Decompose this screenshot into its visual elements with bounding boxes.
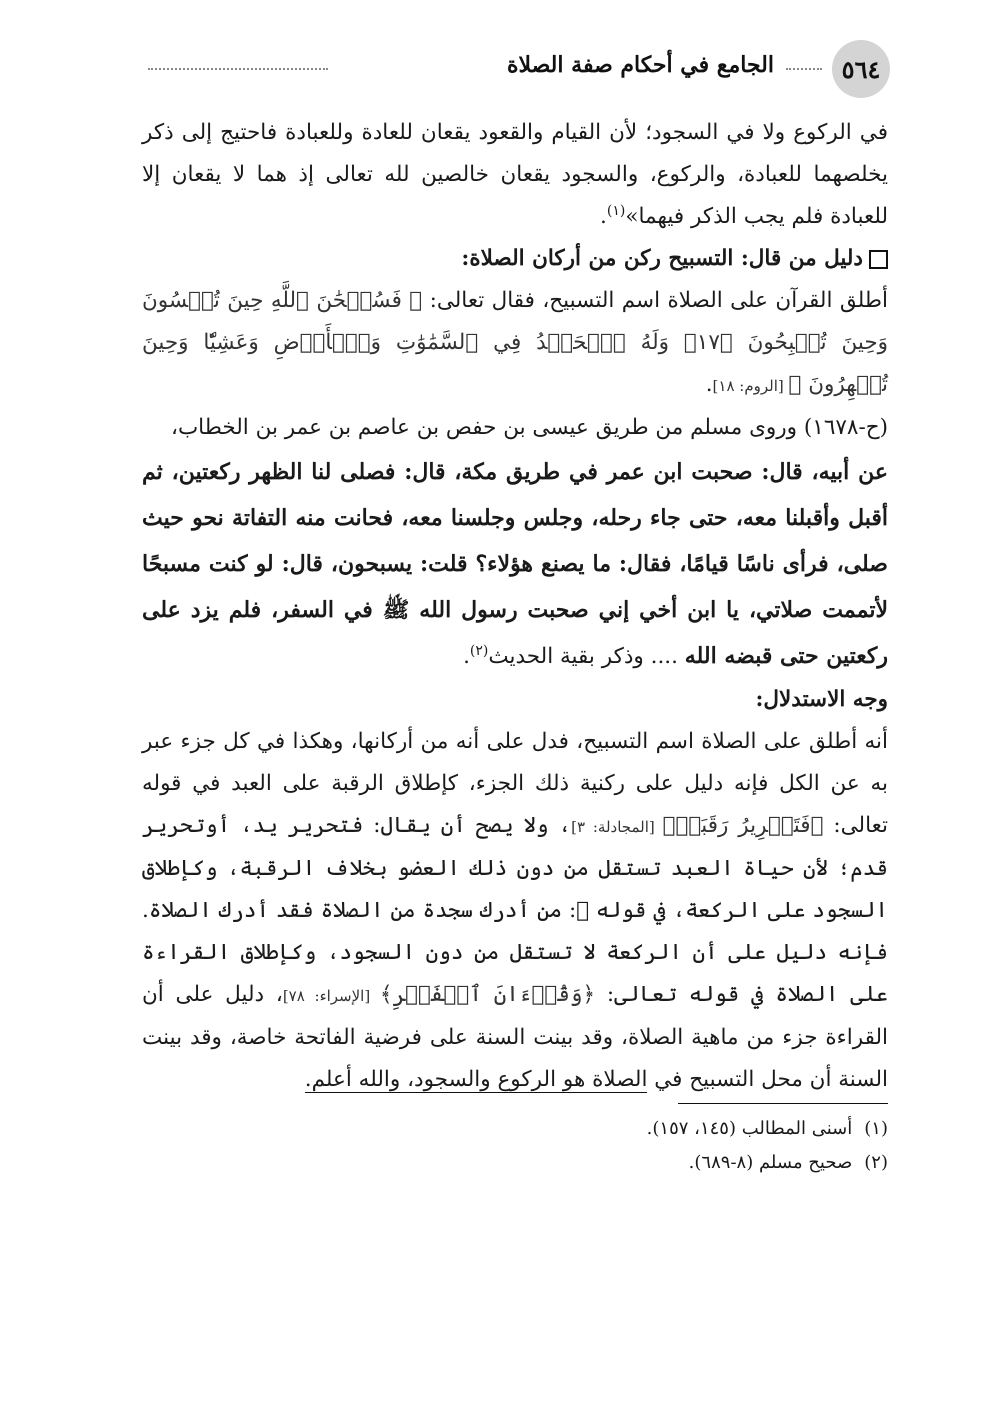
quran-verse-2: ﴿فَتَحۡرِيرُ رَقَبَةٖ﴾ xyxy=(662,813,824,838)
paragraph-continuation: في الركوع ولا في السجود؛ لأن القيام والقعود يقعان للعادة وللعبادة فاحتيج إلى ذكر يخلصهما للعبادة، والركوع، والسجود يقعان خالصين لله تعالى إذ هما لا يقعان إلا للعبادة فلم يجب الذكر فيهما»$^{(١)}$. xyxy=(142,120,888,229)
verse-reference-3: [الإسراء: ٧٨] xyxy=(282,987,380,1005)
page-number: ٥٦٤ xyxy=(841,54,881,84)
footnote-1: (١)أسنى المطالب (١٤٥، ١٥٧). xyxy=(646,1118,888,1139)
hadith-bold-text: عن أبيه، قال: صحبت ابن عمر في طريق مكة، قال: فصلى لنا الظهر ركعتين، ثم أقبل وأقبلنا معه، حتى جاء رحله، وجلس وجلسنا معه، فحانت منه التفاتة نحو حيث صلى، فرأى ناسًا قيامًا، فقال: ما يصنع هؤلاء؟ قلت: يسبحون، قال: لو كنت مسبحًا لأتممت صلاتي، يا ابن أخي إني صحبت رسول الله ﷺ في السفر، فلم يزد على ركعتين حتى قبضه الله xyxy=(142,459,888,669)
quran-verse: ﴿ فَسُبۡحَٰنَ ٱللَّهِ حِينَ تُمۡسُونَ وَحِينَ تُصۡبِحُونَ ﴿١٧﴾ وَلَهُ ٱلۡحَمۡدُ فِي ٱلسَّمَٰوَٰتِ وَٱلۡأَرۡضِ وَعَشِيّٗا وَحِينَ تُظۡهِرُونَ ﴾ xyxy=(142,288,888,397)
hadith-text: عن أبيه، قال: صحبت ابن عمر في طريق مكة، قال: فصلى لنا الظهر ركعتين، ثم أقبل وأقبلنا معه، حتى جاء رحله، وجلس وجلسنا معه، فحانت منه التفاتة نحو حيث صلى، فرأى ناسًا قيامًا، فقال: ما يصنع هؤلاء؟ قلت: يسبحون، قال: لو كنت مسبحًا لأتممت صلاتي، يا ابن أخي إني صحبت رسول الله ﷺ في السفر، فلم يزد على ركعتين حتى قبضه الله .... وذكر بقية الحديث$^{(٢)}$. xyxy=(142,459,888,669)
quran-verse-3: ﴿وَقُرۡءَانَ ٱلۡفَجۡرِ﴾ xyxy=(379,982,596,1007)
page-number-badge xyxy=(832,40,890,98)
page-header xyxy=(138,40,890,100)
footnote-ref-2[interactable]: (٢) xyxy=(469,642,489,659)
page-content xyxy=(142,112,888,1180)
verse-reference: [الروم: ١٨] xyxy=(712,377,789,395)
footnote-2: (٢)صحيح مسلم (٨-٦٨٩). xyxy=(688,1152,888,1173)
hadith-chain: (ح-١٦٧٨) وروى مسلم من طريق عيسى بن حفص بن عاصم بن عمر بن الخطاب، xyxy=(171,415,888,440)
verse-reference-2: [المجادلة: ٣] xyxy=(571,818,663,836)
final-sentence: الصلاة هو الركوع والسجود، والله أعلم. xyxy=(304,1067,648,1092)
header-dotted-line-left xyxy=(148,68,328,70)
header-dotted-line-right xyxy=(786,68,822,70)
paragraph-explanation: أنه أطلق على الصلاة اسم التسبيح، فدل على أنه من أركانها، وهكذا في كل جزء عبر به عن الكل فإنه دليل على ركنية ذلك الجزء، كإطلاق الرقبة على العبد في قوله تعالى: ﴿فَتَحۡرِيرُ رَقَبَةٖ﴾ [المجادلة: ٣]، ولا يصح أن يقال: فتحرير يد، أوتحرير قدم؛ لأن حياة العبد تستقل من دون ذلك العضو بخلاف الرقبة، وكإطلاق السجود على الركعة، في قوله ﷺ: من أدرك سجدة من الصلاة فقد أدرك الصلاة. فإنه دليل على أن الركعة لا تستقل من دون السجود، وكإطلاق القراءة على الصلاة في قوله تعالى: ﴿وَقُرۡءَانَ ٱلۡفَجۡرِ﴾ [الإسراء: ٧٨]، دليل على أن القراءة جزء من ماهية الصلاة، وقد بينت السنة على فرضية الفاتحة خاصة، وقد بينت السنة أن محل التسبيح في الصلاة هو الركوع والسجود، والله أعلم. xyxy=(142,729,888,1092)
subheading-wajh: وجه الاستدلال: xyxy=(755,687,888,712)
book-title: الجامع في أحكام صفة الصلاة xyxy=(506,52,774,78)
footnote-ref-1[interactable]: (١) xyxy=(606,202,626,219)
square-bullet-icon xyxy=(869,250,888,269)
section-heading: دليل من قال: التسبيح ركن من أركان الصلاة: xyxy=(142,238,888,280)
footnote-separator xyxy=(678,1103,888,1104)
paragraph-quran-evidence: أطلق القرآن على الصلاة اسم التسبيح، فقال تعالى: ﴿ فَسُبۡحَٰنَ ٱللَّهِ حِينَ تُمۡسُونَ وَحِينَ تُصۡبِحُونَ ﴿١٧﴾ وَلَهُ ٱلۡحَمۡدُ فِي ٱلسَّمَٰوَٰتِ وَٱلۡأَرۡضِ وَعَشِيّٗا وَحِينَ تُظۡهِرُونَ ﴾ [الروم: ١٨]. xyxy=(142,288,888,397)
